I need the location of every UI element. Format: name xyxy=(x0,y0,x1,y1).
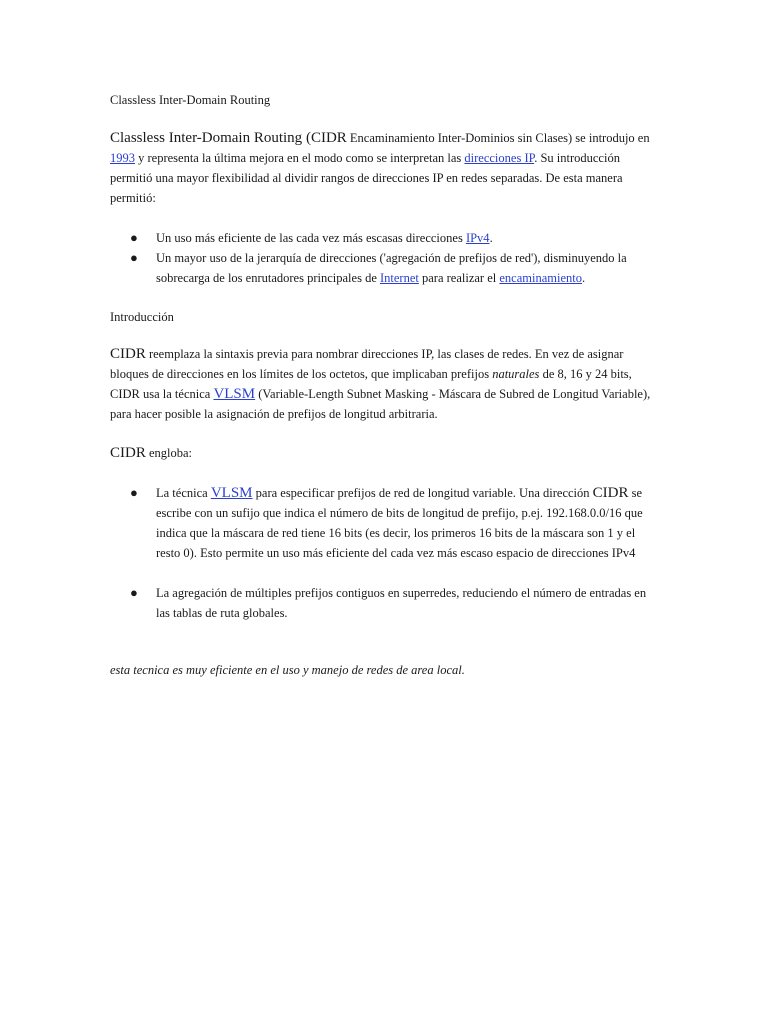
list-item xyxy=(110,228,660,248)
para2-naturales: naturales xyxy=(492,367,540,381)
link-ipv4[interactable]: IPv4 xyxy=(465,231,490,245)
bullet-icon: ● xyxy=(130,250,138,265)
list-item-text: La técnica xyxy=(156,486,211,500)
list-item xyxy=(110,583,660,623)
engloba-cidr: CIDR xyxy=(110,445,146,461)
bullet-icon: ● xyxy=(130,585,138,600)
list-item-end: . xyxy=(581,271,586,285)
page-title: Classless Inter-Domain Routing xyxy=(110,93,271,107)
para2-cidr: CIDR xyxy=(110,346,146,362)
link-encaminamiento[interactable]: encaminamiento xyxy=(499,271,582,285)
link-1993[interactable]: 1993 xyxy=(110,151,135,165)
list-item-end: . xyxy=(489,231,493,245)
list-item xyxy=(110,483,660,563)
list-item-text-c: se escribe con un sufijo que indica el número de bits de longitud de prefijo, p.ej. 192.168.0.0/16 que indica que la máscara de red tiene 16 bits (es decir, los primeros 16 bits de la máscara son 1 y el resto 0). Esto permite un uso más eficiente del cada vez más escaso espacio de direcciones IPv4 xyxy=(156,486,643,560)
engloba-line xyxy=(110,443,660,463)
intro-section-paragraph xyxy=(110,344,660,424)
intro-bold-term: Classless Inter-Domain Routing xyxy=(110,130,303,146)
link-vlsm[interactable]: VLSM xyxy=(213,386,256,402)
para2-text-1: reemplaza la sintaxis previa para nombrar direcciones IP, las clases de redes. En vez de asignar bloques de direcciones en los límites de los octetos, que implicaban prefijos xyxy=(110,347,624,381)
intro-text-2: Encaminamiento Inter-Dominios sin Clases) se introdujo en xyxy=(346,131,650,145)
link-direcciones-ip[interactable]: direcciones IP xyxy=(464,151,535,165)
benefits-list xyxy=(110,228,660,288)
closing-note: esta tecnica es muy eficiente en el uso y manejo de redes de area local. xyxy=(110,663,465,677)
list-item-text: Un uso más eficiente de las cada vez más escasas direcciones xyxy=(156,231,466,245)
intro-text-4: . Su introducción permitió una mayor flexibilidad al dividir rangos de direcciones IP en redes separadas. De esta manera permitió: xyxy=(110,151,623,205)
intro-text-3: y representa la última mejora en el modo como se interpretan las xyxy=(135,151,465,165)
intro-cidr: CIDR xyxy=(310,130,347,146)
engloba-text: engloba: xyxy=(145,446,193,460)
engloba-list xyxy=(110,483,660,623)
intro-paragraph xyxy=(110,128,660,208)
list-item-text-mid: para realizar el xyxy=(418,271,500,285)
list-item xyxy=(110,248,660,288)
list-item-text-b: para especificar prefijos de red de longitud variable. Una dirección xyxy=(252,486,593,500)
link-internet[interactable]: Internet xyxy=(380,271,419,285)
section-heading: Introducción xyxy=(110,310,174,324)
list-item-text: La agregación de múltiples prefijos contiguos en superredes, reduciendo el número de entradas en las tablas de ruta globales. xyxy=(156,586,647,620)
intro-text-1: ( xyxy=(302,130,311,146)
bullet-icon: ● xyxy=(130,230,138,245)
para2-text-3: (Variable-Length Subnet Masking - Máscara de Subred de Longitud Variable), para hacer posible la asignación de prefijos de longitud arbitraria. xyxy=(110,387,651,421)
para2-text-2: de 8, 16 y 24 bits, CIDR usa la técnica xyxy=(110,367,632,401)
link-vlsm-2[interactable]: VLSM xyxy=(210,485,253,501)
list-item-cidr: CIDR xyxy=(592,485,629,501)
list-item-text: Un mayor uso de la jerarquía de direcciones ('agregación de prefijos de red'), disminuyendo la sobrecarga de los enrutadores principales de xyxy=(156,251,627,285)
bullet-icon: ● xyxy=(130,485,138,500)
